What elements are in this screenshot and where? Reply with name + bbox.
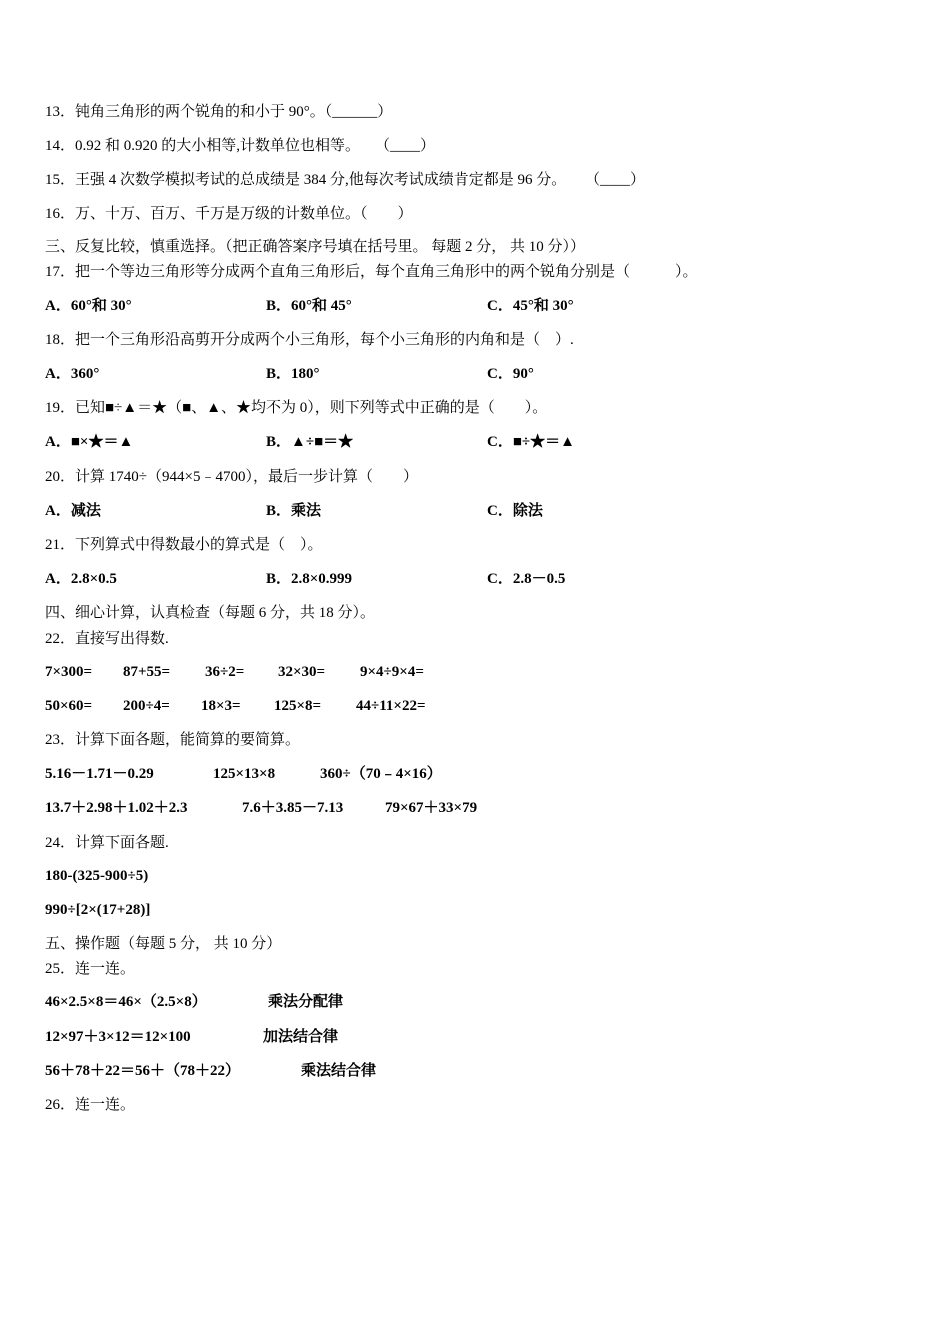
q23-r1-item: 5.16－1.71－0.29 [45,766,154,782]
q22-r2-item: 18×3= [201,698,241,714]
q22-r2-item: 200÷4= [123,698,170,714]
q19-option-b: B．▲÷■＝★ [266,434,354,450]
q22-r2-item: 125×8= [274,698,322,714]
q22-r1-item: 87+55= [123,664,171,680]
question-21: 21．下列算式中得数最小的算式是（ ）。 [45,537,323,553]
q20-option-a: A．减法 [45,503,101,519]
q23-r2-item: 13.7＋2.98＋1.02＋2.3 [45,800,188,816]
question-17: 17．把一个等边三角形等分成两个直角三角形后，每个直角三角形中的两个锐角分别是（ ）。 [45,264,698,280]
q19-option-c: C．■÷★＝▲ [487,434,575,450]
question-14: 14．0.92 和 0.920 的大小相等,计数单位也相等。 （____） [45,138,436,154]
q18-option-c: C．90° [487,366,534,382]
q23-r2-item: 79×67＋33×79 [385,800,478,816]
q25-expression: 46×2.5×8＝46×（2.5×8） [45,994,207,1010]
q25-law: 乘法结合律 [301,1063,377,1079]
question-18: 18．把一个三角形沿高剪开分成两个小三角形，每个小三角形的内角和是（ ）. [45,332,574,348]
q21-option-c: C．2.8－0.5 [487,571,566,587]
question-15: 15．王强 4 次数学模拟考试的总成绩是 384 分,他每次考试成绩肯定都是 96 分。 （____） [45,172,646,188]
q18-option-a: A．360° [45,366,100,382]
q22-r1-item: 7×300= [45,664,93,680]
q22-r2-item: 44÷11×22= [356,698,426,714]
question-24: 24．计算下面各题. [45,835,169,851]
q25-law: 乘法分配律 [268,994,344,1010]
q17-option-c: C．45°和 30° [487,298,574,314]
question-23: 23．计算下面各题，能简算的要简算。 [45,732,301,748]
question-25: 25．连一连。 [45,961,136,977]
q18-option-b: B．180° [266,366,320,382]
q24-expression: 990÷[2×(17+28)] [45,902,151,918]
section-5-heading: 五、操作题（每题 5 分， 共 10 分） [45,936,282,952]
q22-r1-item: 9×4÷9×4= [360,664,424,680]
q25-expression: 12×97＋3×12＝12×100 [45,1029,191,1045]
q25-law: 加法结合律 [263,1029,339,1045]
q19-option-a: A．■×★＝▲ [45,434,134,450]
q24-expression: 180-(325-900÷5) [45,868,149,884]
q23-r1-item: 360÷（70﹣4×16） [320,766,442,782]
question-20: 20．计算 1740÷（944×5﹣4700），最后一步计算（ ） [45,469,418,485]
q23-r1-item: 125×13×8 [213,766,276,782]
q17-option-a: A．60°和 30° [45,298,132,314]
q21-option-a: A．2.8×0.5 [45,571,117,587]
question-26: 26．连一连。 [45,1097,136,1113]
q22-r1-item: 32×30= [278,664,326,680]
q22-r1-item: 36÷2= [205,664,245,680]
q20-option-b: B．乘法 [266,503,322,519]
question-13: 13．钝角三角形的两个锐角的和小于 90°。（______） [45,104,393,120]
q22-r2-item: 50×60= [45,698,93,714]
q20-option-c: C．除法 [487,503,543,519]
q25-expression: 56＋78＋22＝56＋（78＋22） [45,1063,241,1079]
section-3-heading: 三、反复比较，慎重选择。（把正确答案序号填在括号里。 每题 2 分， 共 10 分）） [45,239,586,255]
question-19: 19．已知■÷▲＝★（■、▲、★均不为 0），则下列等式中正确的是（ ）。 [45,400,548,416]
q21-option-b: B．2.8×0.999 [266,571,353,587]
question-16: 16．万、十万、百万、千万是万级的计数单位。（ ） [45,206,413,222]
q23-r2-item: 7.6＋3.85－7.13 [242,800,344,816]
q17-option-b: B．60°和 45° [266,298,352,314]
section-4-heading: 四、细心计算，认真检查（每题 6 分，共 18 分）。 [45,605,376,621]
question-22: 22．直接写出得数. [45,631,169,647]
